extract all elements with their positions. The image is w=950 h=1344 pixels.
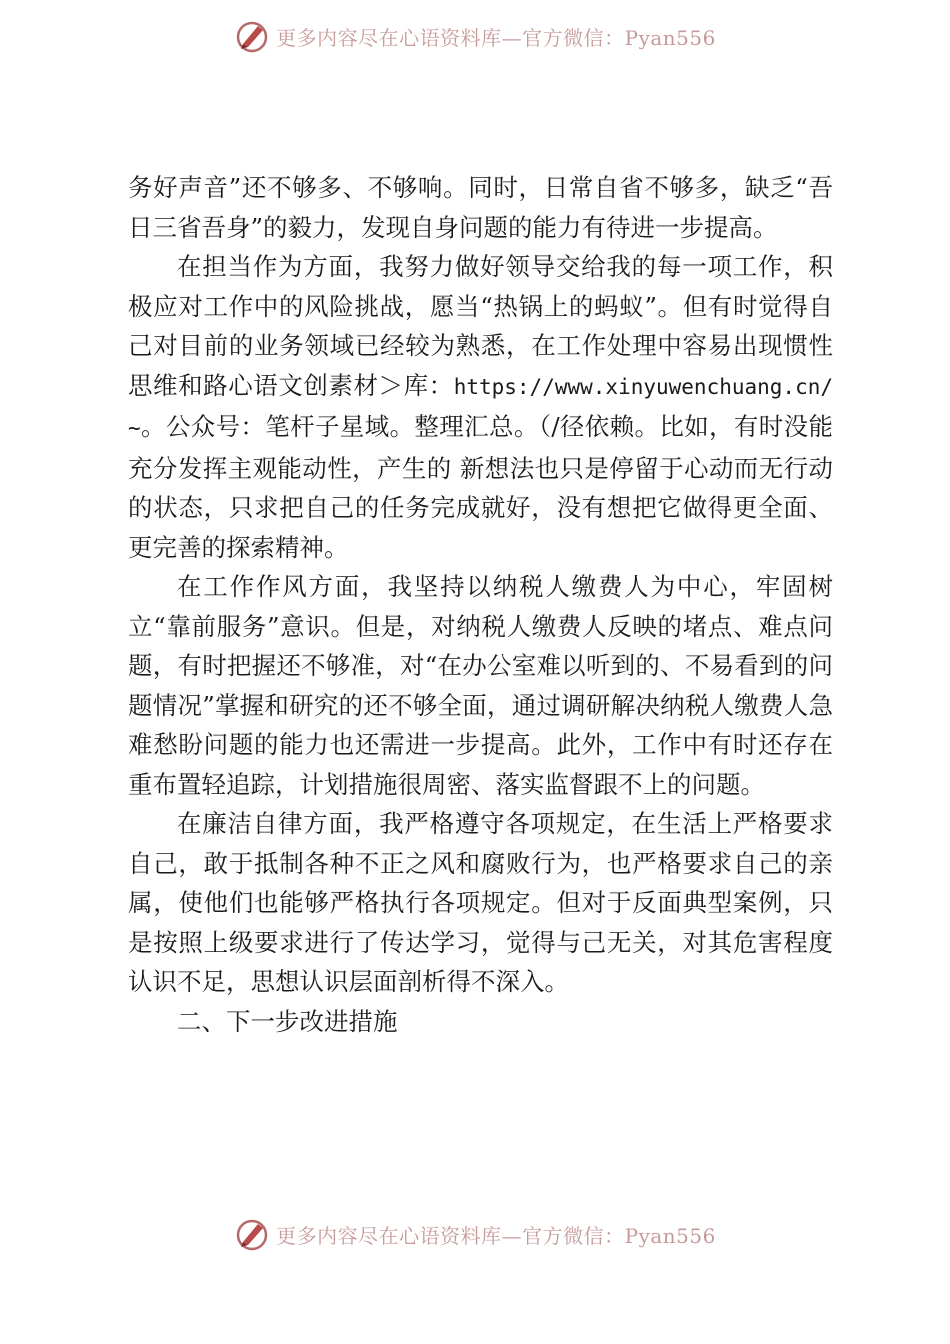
footer-watermark bbox=[0, 1214, 950, 1254]
pen-circle-logo-icon bbox=[234, 1216, 270, 1252]
paragraph-responsibility bbox=[128, 247, 833, 567]
paragraph-work-style: 在工作作风方面，我坚持以纳税人缴费人为中心，牢固树立“靠前服务”意识。但是，对纳税人缴费人反映的堵点、难点问题，有时把握还不够准，对“在办公室难以听到的、不易看到的问题情况”掌握和研究的还不够全面，通过调研解决纳税人缴费人急难愁盼问题的能力也还需进一步提高。此外，工作中有时还存在重布置轻追踪，计划措施很周密、落实监督跟不上的问题。 bbox=[128, 572, 833, 799]
paragraph-continuation: 务好声音”还不够多、不够响。同时，日常自省不够多，缺乏“吾日三省吾身”的毅力，发现自身问题的能力有待进一步提高。 bbox=[128, 173, 833, 242]
section-heading: 二、下一步改进措施 bbox=[177, 1006, 398, 1036]
paragraph-responsibility-tail: 。公众号：笔杆子星域。整理汇总。（/径依赖。比如，有时没能充分发挥主观能动性，产生的 新想法也只是停留于心动而无行动的状态，只求把自己的任务完成就好，没有想把它做得更全面、更完善的探索精神。 bbox=[128, 412, 833, 562]
pen-circle-logo-icon bbox=[234, 18, 270, 54]
watermark-text: 更多内容尽在心语资料库—官方微信：Pyan556 bbox=[276, 1223, 716, 1248]
watermark-text: 更多内容尽在心语资料库—官方微信：Pyan556 bbox=[276, 25, 716, 50]
header-watermark bbox=[0, 16, 950, 56]
website-url: https://www.xinyuwenchuang.cn/~ bbox=[128, 374, 833, 440]
paragraph-integrity: 在廉洁自律方面，我严格遵守各项规定，在生活上严格要求自己，敢于抵制各种不正之风和腐败行为，也严格要求自己的亲属，使他们也能够严格执行各项规定。但对于反面典型案例，只是按照上级要求进行了传达学习，觉得与己无关，对其危害程度认识不足，思想认识层面剖析得不深入。 bbox=[128, 809, 833, 996]
document-body bbox=[128, 168, 833, 1041]
paragraph-responsibility-text: 在担当作为方面，我努力做好领导交给我的每一项工作，积极应对工作中的风险挑战，愿当“热锅上的蚂蚁”。但有时觉得自己对目前的业务领域已经较为熟悉，在工作处理中容易出现惯性思维和路心语文创素材＞库： bbox=[128, 252, 833, 400]
